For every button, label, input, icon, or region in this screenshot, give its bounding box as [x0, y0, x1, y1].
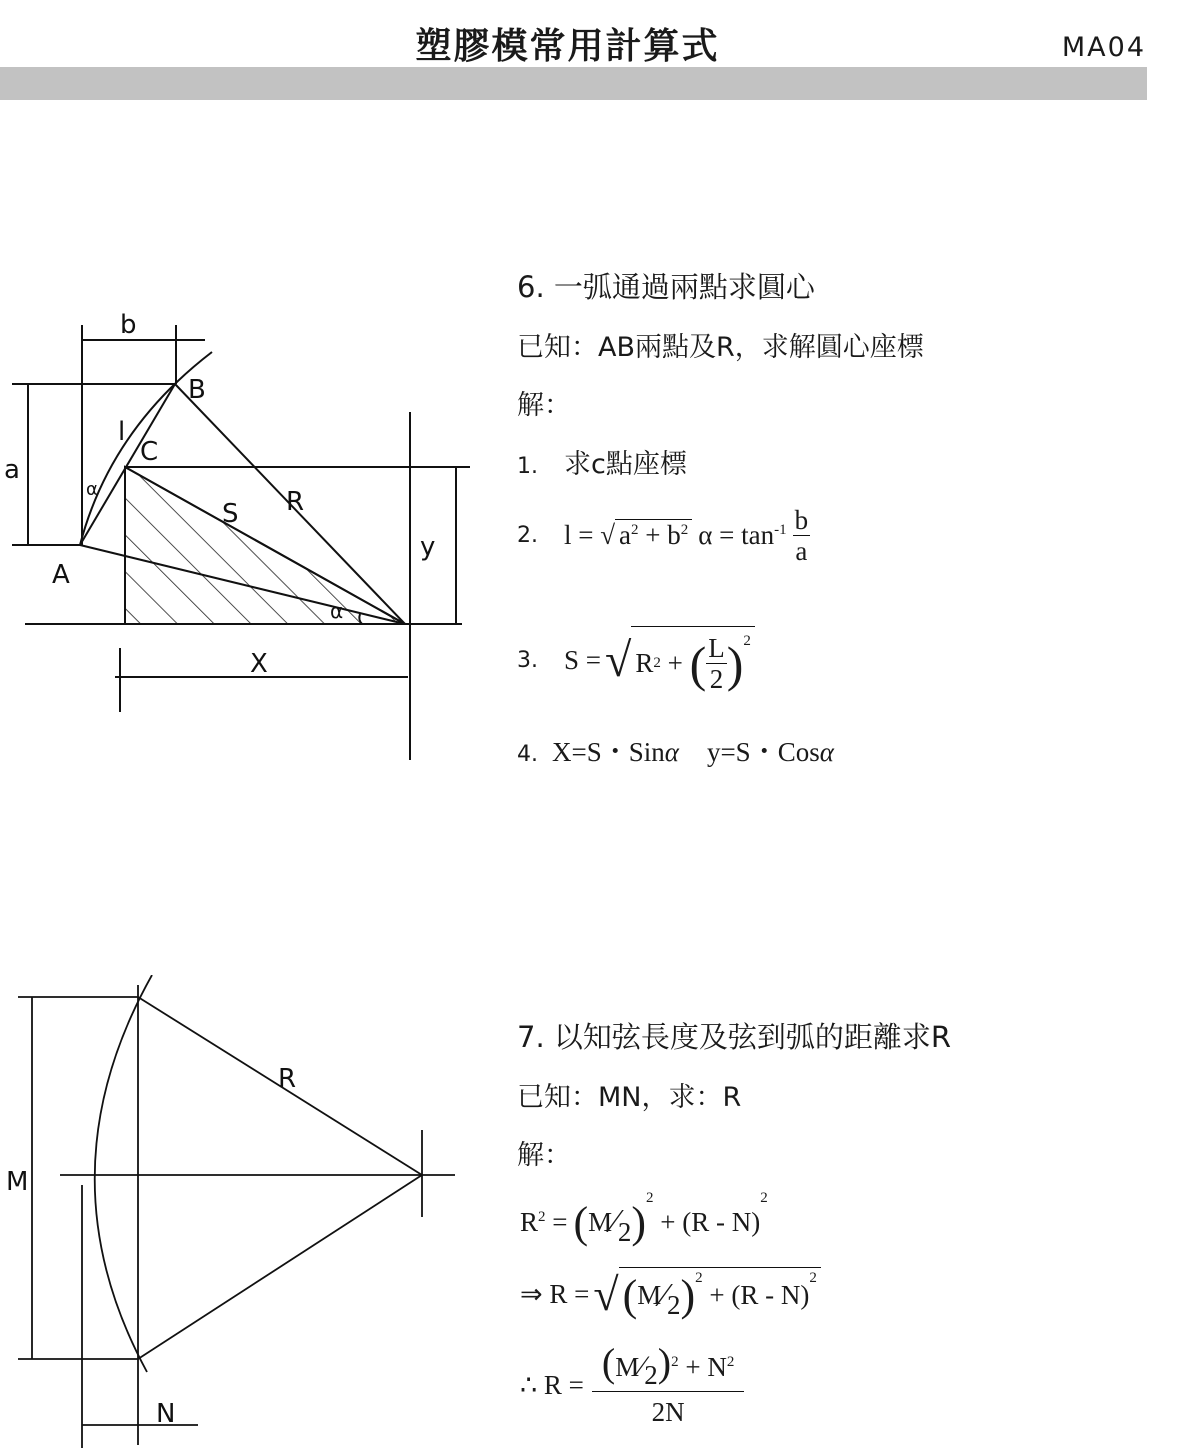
label-alpha-center: α — [330, 599, 344, 623]
section-7-given: 已知：MN，求：R — [517, 1082, 742, 1113]
label-N: N — [156, 1399, 176, 1429]
chord-radius-diagram — [0, 975, 470, 1448]
label-b: b — [120, 310, 137, 340]
step-1-text: 求c點座標 — [564, 449, 687, 480]
section-7-formula-3: ∴ R = $\frac{(M⁄2)^2 + N^2}{2N}$ — [520, 1335, 744, 1435]
section-7-formula-1: $R^2$ = ( M ⁄ 2 ) $^2$ + (R - N) $^2$ — [520, 1190, 768, 1247]
step-4-number: 4. — [517, 742, 538, 767]
section-7-title: 7. 以知弦長度及弦到弧的距離求R — [517, 1020, 952, 1054]
section-7-formula-2: ⇒ R = √ ( M ⁄ 2 ) $^2$ + (R - N) $^2$ — [520, 1260, 821, 1328]
header-band — [0, 67, 1147, 100]
step-4-y: y=S・Cos — [706, 737, 820, 767]
section-6-title: 6. 一弧通過兩點求圓心 — [517, 270, 815, 304]
step-1-number: 1. — [517, 454, 538, 479]
label-B: B — [188, 375, 206, 405]
step-3-formula: 3. S = √ R 2 + ( $\frac{L}{2}$ ) $^2$ — [517, 615, 755, 705]
section-6-solve: 解： — [517, 390, 571, 421]
step-2-formula: 2. l = √ $a^2 + b^2$ $\alpha = \tan^{-1}$ $\frac{b}{a}$ — [517, 504, 809, 566]
section-6-given: 已知：AB兩點及R，求解圓心座標 — [517, 332, 924, 363]
label-alpha-top: α — [86, 479, 98, 500]
section-7-solve: 解： — [517, 1140, 571, 1171]
label-C: C — [140, 437, 159, 467]
page-code: MA04 — [1061, 32, 1146, 63]
step-2-number: 2. — [517, 522, 538, 548]
label-R: R — [286, 487, 305, 517]
alpha-y: α — [819, 737, 834, 767]
label-y: y — [420, 532, 436, 562]
label-R-7: R — [278, 1064, 297, 1094]
step-1 — [517, 442, 687, 481]
label-l: l — [118, 417, 126, 447]
label-M: M — [6, 1167, 29, 1197]
label-A: A — [52, 560, 70, 590]
step-4-x: X=S・Sin — [552, 737, 665, 767]
circle-center-diagram — [0, 300, 480, 770]
alpha-x: α — [664, 737, 679, 767]
page-title: 塑膠模常用計算式 — [415, 26, 720, 67]
label-a: a — [4, 455, 20, 485]
step-3-number: 3. — [517, 647, 538, 673]
label-S: S — [222, 499, 239, 529]
step-4-formula — [517, 730, 834, 769]
label-X: X — [250, 649, 268, 679]
